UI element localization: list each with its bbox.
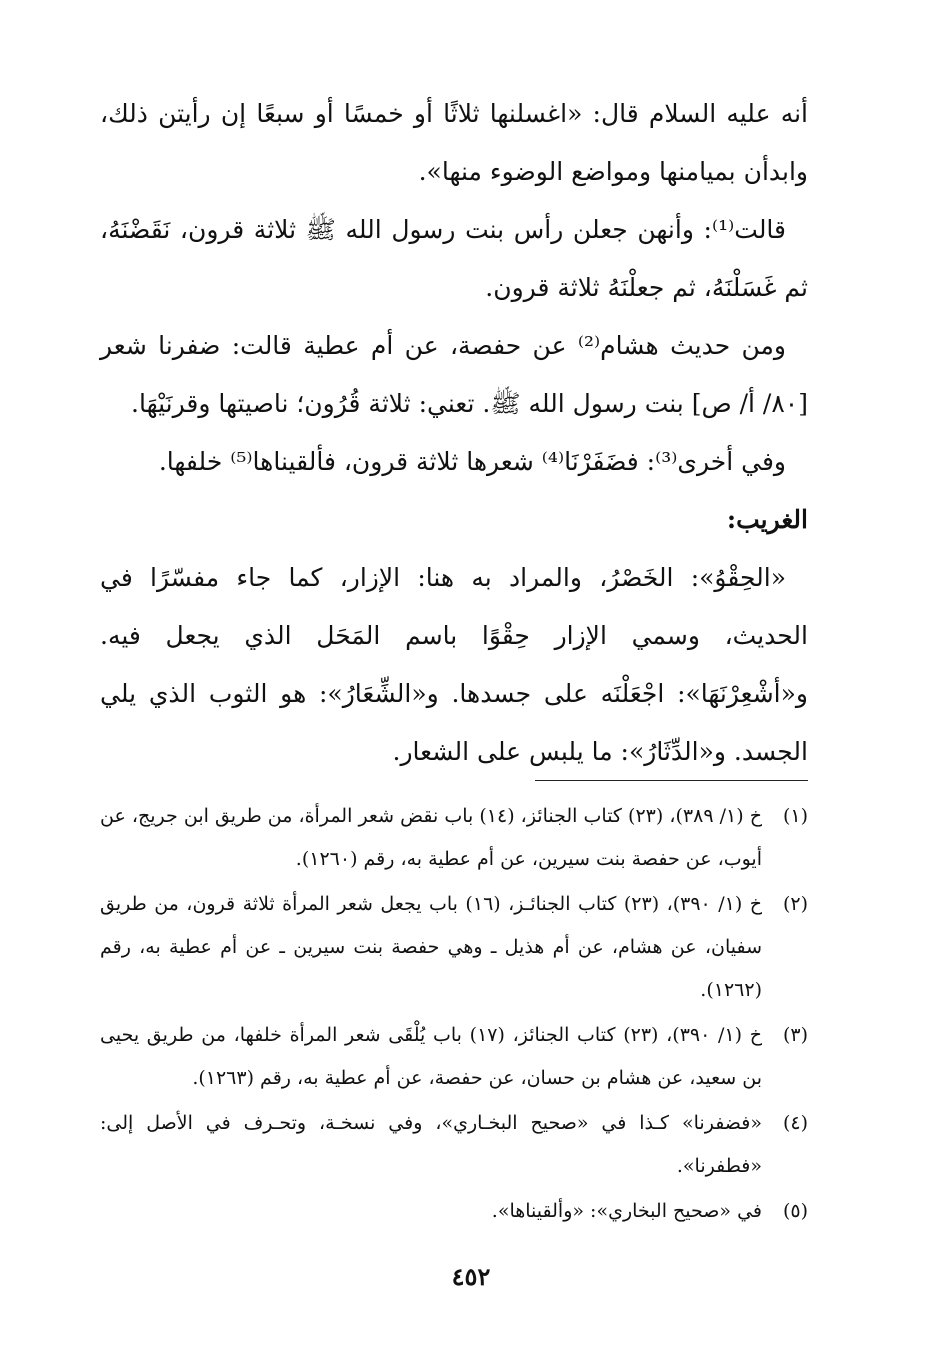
footnote-text: خ (١/ ٣٩٠)، (٢٣) كتاب الجنائـز، (١٦) باب يجعل شعر المرأة ثلاثة قرون، من طريق سفيان، عن هشام، عن أم هذيل ـ وهي حفصة بنت سيرين ـ عن أم عطية به، رقم (١٢٦٢). [100,893,763,1001]
footnote-item [100,883,808,1012]
footnote-text: خ (١/ ٣٩٠)، (٢٣) كتاب الجنائز، (١٧) باب يُلْقَى شعر المرأة خلفها، من طريق يحيى بن سعيد، عن هشام بن حسان، عن حفصة، عن أم عطية به، رقم (١٢٦٣). [100,1024,762,1089]
footnote-text: «فضفرنا» كـذا في «صحيح البخـاري»، وفي نسخـة، وتحـرف في الأصل إلى: «فطفرنا». [100,1112,762,1177]
footnote-number: (٤) [782,1112,808,1134]
footnote-item [100,1102,808,1188]
footnote-number: (٢) [782,893,808,915]
paragraph-hadith-wash: أنه عليه السلام قال: «اغسلنها ثلاثًا أو خمسًا أو سبعًا إن رأيتن ذلك، وابدأن بميامنها ومواضع الوضوء منها». [100,99,808,186]
main-text [100,85,808,781]
page-number: ٤٥٢ [451,1262,491,1291]
footnote-number: (١) [782,805,808,827]
paragraph-another-narration: وفي أخرى⁽³⁾: فضَفَرْنَا⁽⁴⁾ شعرها ثلاثة قرون، فألقيناها⁽⁵⁾ خلفها. [158,447,786,476]
footnote-number: (٣) [782,1024,808,1046]
footnote-number: (٥) [782,1200,808,1222]
paragraph-hisham-narration: ومن حديث هشام⁽²⁾ عن حفصة، عن أم عطية قالت: ضفرنا شعر [٨٠/ أ/ ص] بنت رسول الله ﷺ. تعني: ثلاثة قُرُون؛ ناصيتها وقرنَيْهَا. [100,331,808,418]
paragraph-hair-braids: قالت⁽¹⁾: وأنهن جعلن رأس بنت رسول الله ﷺ ثلاثة قرون، نَقَضْنَهُ، ثم غَسَلْنَهُ، ثم جعلْنَهُ ثلاثة قرون. [100,215,808,302]
footnote-item [100,1014,808,1100]
paragraph-gharib-definitions: «الحِقْوُ»: الخَصْرُ، والمراد به هنا: الإزار، كما جاء مفسّرًا في الحديث، وسمي الإزار حِقْوًا باسم المَحَل الذي يجعل فيه. و«أشْعِرْنَهَا»: اجْعَلْنَه على جسدها. و«الشِّعَارُ»: هو الثوب الذي يلي الجسد. و«الدِّثَارُ»: ما يلبس على الشعار. [100,563,808,766]
section-heading-gharib: الغريب: [726,505,808,534]
footnote-item [100,795,808,881]
footnote-item [100,1190,808,1233]
footnote-separator [535,780,808,781]
footnotes [100,795,808,1235]
footnote-text: خ (١/ ٣٨٩)، (٢٣) كتاب الجنائز، (١٤) باب نقض شعر المرأة، من طريق ابن جريج، عن أيوب، عن حفصة بنت سيرين، عن أم عطية به، رقم (١٢٦٠). [100,805,762,870]
footnote-text: في «صحيح البخاري»: «وألقيناها». [491,1200,762,1222]
